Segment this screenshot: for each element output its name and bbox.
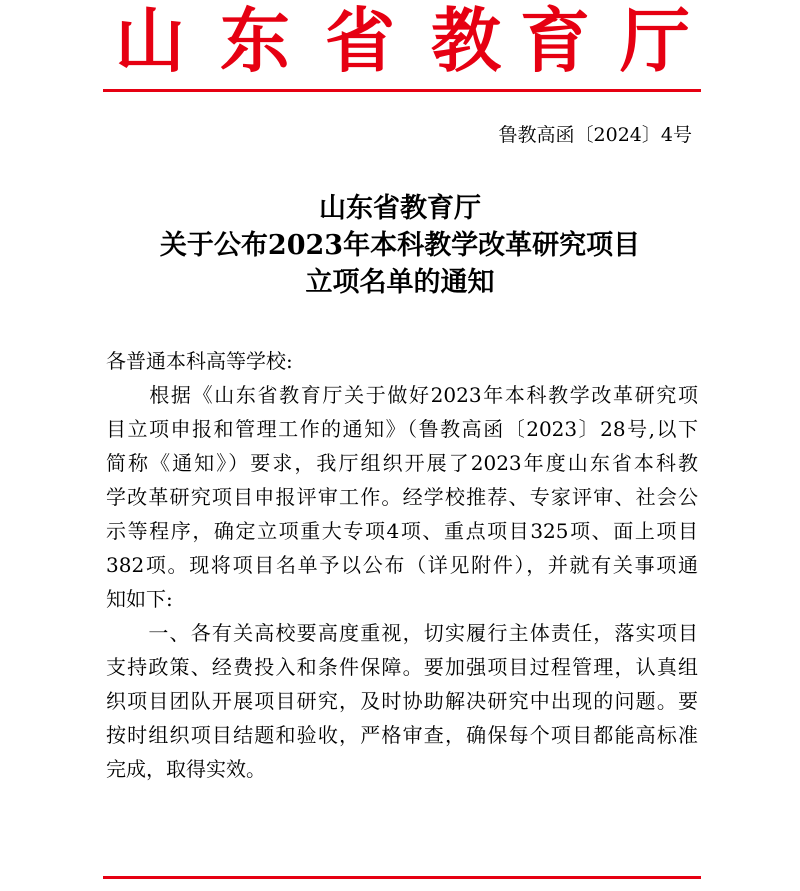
text-line: 按时组织项目结题和验收，严格审查，确保每个项目都能高标准 [106,723,698,747]
text-line: 完成，取得实效。 [106,757,266,781]
title-line: 关于公布2023年本科教学改革研究项目 [159,230,641,261]
title-line: 立项名单的通知 [305,267,495,298]
document-body [106,344,698,786]
letterhead-char: 教 [431,0,501,82]
letterhead-title [0,0,800,82]
letterhead-char: 育 [520,0,590,82]
letterhead-divider [103,89,701,92]
text-line: 知如下: [106,587,173,611]
text-line: 织项目团队开展项目研究，及时协助解决研究中出现的问题。要 [106,689,698,713]
title-line: 山东省教育厅 [319,193,481,224]
text-line: 简称《通知》）要求，我厅组织开展了2023年度山东省本科教 [106,451,698,475]
letterhead-char: 东 [220,0,290,82]
text-line: 目立项申报和管理工作的通知》（鲁教高函〔2023〕28号,以下 [106,417,698,441]
document-title [0,190,800,301]
letterhead-char: 山 [115,0,185,82]
text-line: 一、各有关高校要高度重视，切实履行主体责任，落实项目 [106,621,698,645]
footer-divider [103,876,701,879]
text-line: 支持政策、经费投入和条件保障。要加强项目过程管理，认真组 [106,655,698,679]
letterhead-char: 厅 [620,0,690,82]
body-paragraph [106,616,698,786]
document-number: 鲁教高函〔2024〕4号 [498,124,692,146]
text-line: 示等程序，确定立项重大专项4项、重点项目325项、面上项目 [106,519,698,543]
text-line: 382项。现将项目名单予以公布（详见附件），并就有关事项通 [106,553,698,577]
text-line: 根据《山东省教育厅关于做好2023年本科教学改革研究项 [106,383,698,407]
text-line: 学改革研究项目申报评审工作。经学校推荐、专家评审、社会公 [106,485,698,509]
letterhead-char: 省 [325,0,395,82]
salutation: 各普通本科高等学校: [106,349,293,373]
body-paragraph [106,378,698,616]
